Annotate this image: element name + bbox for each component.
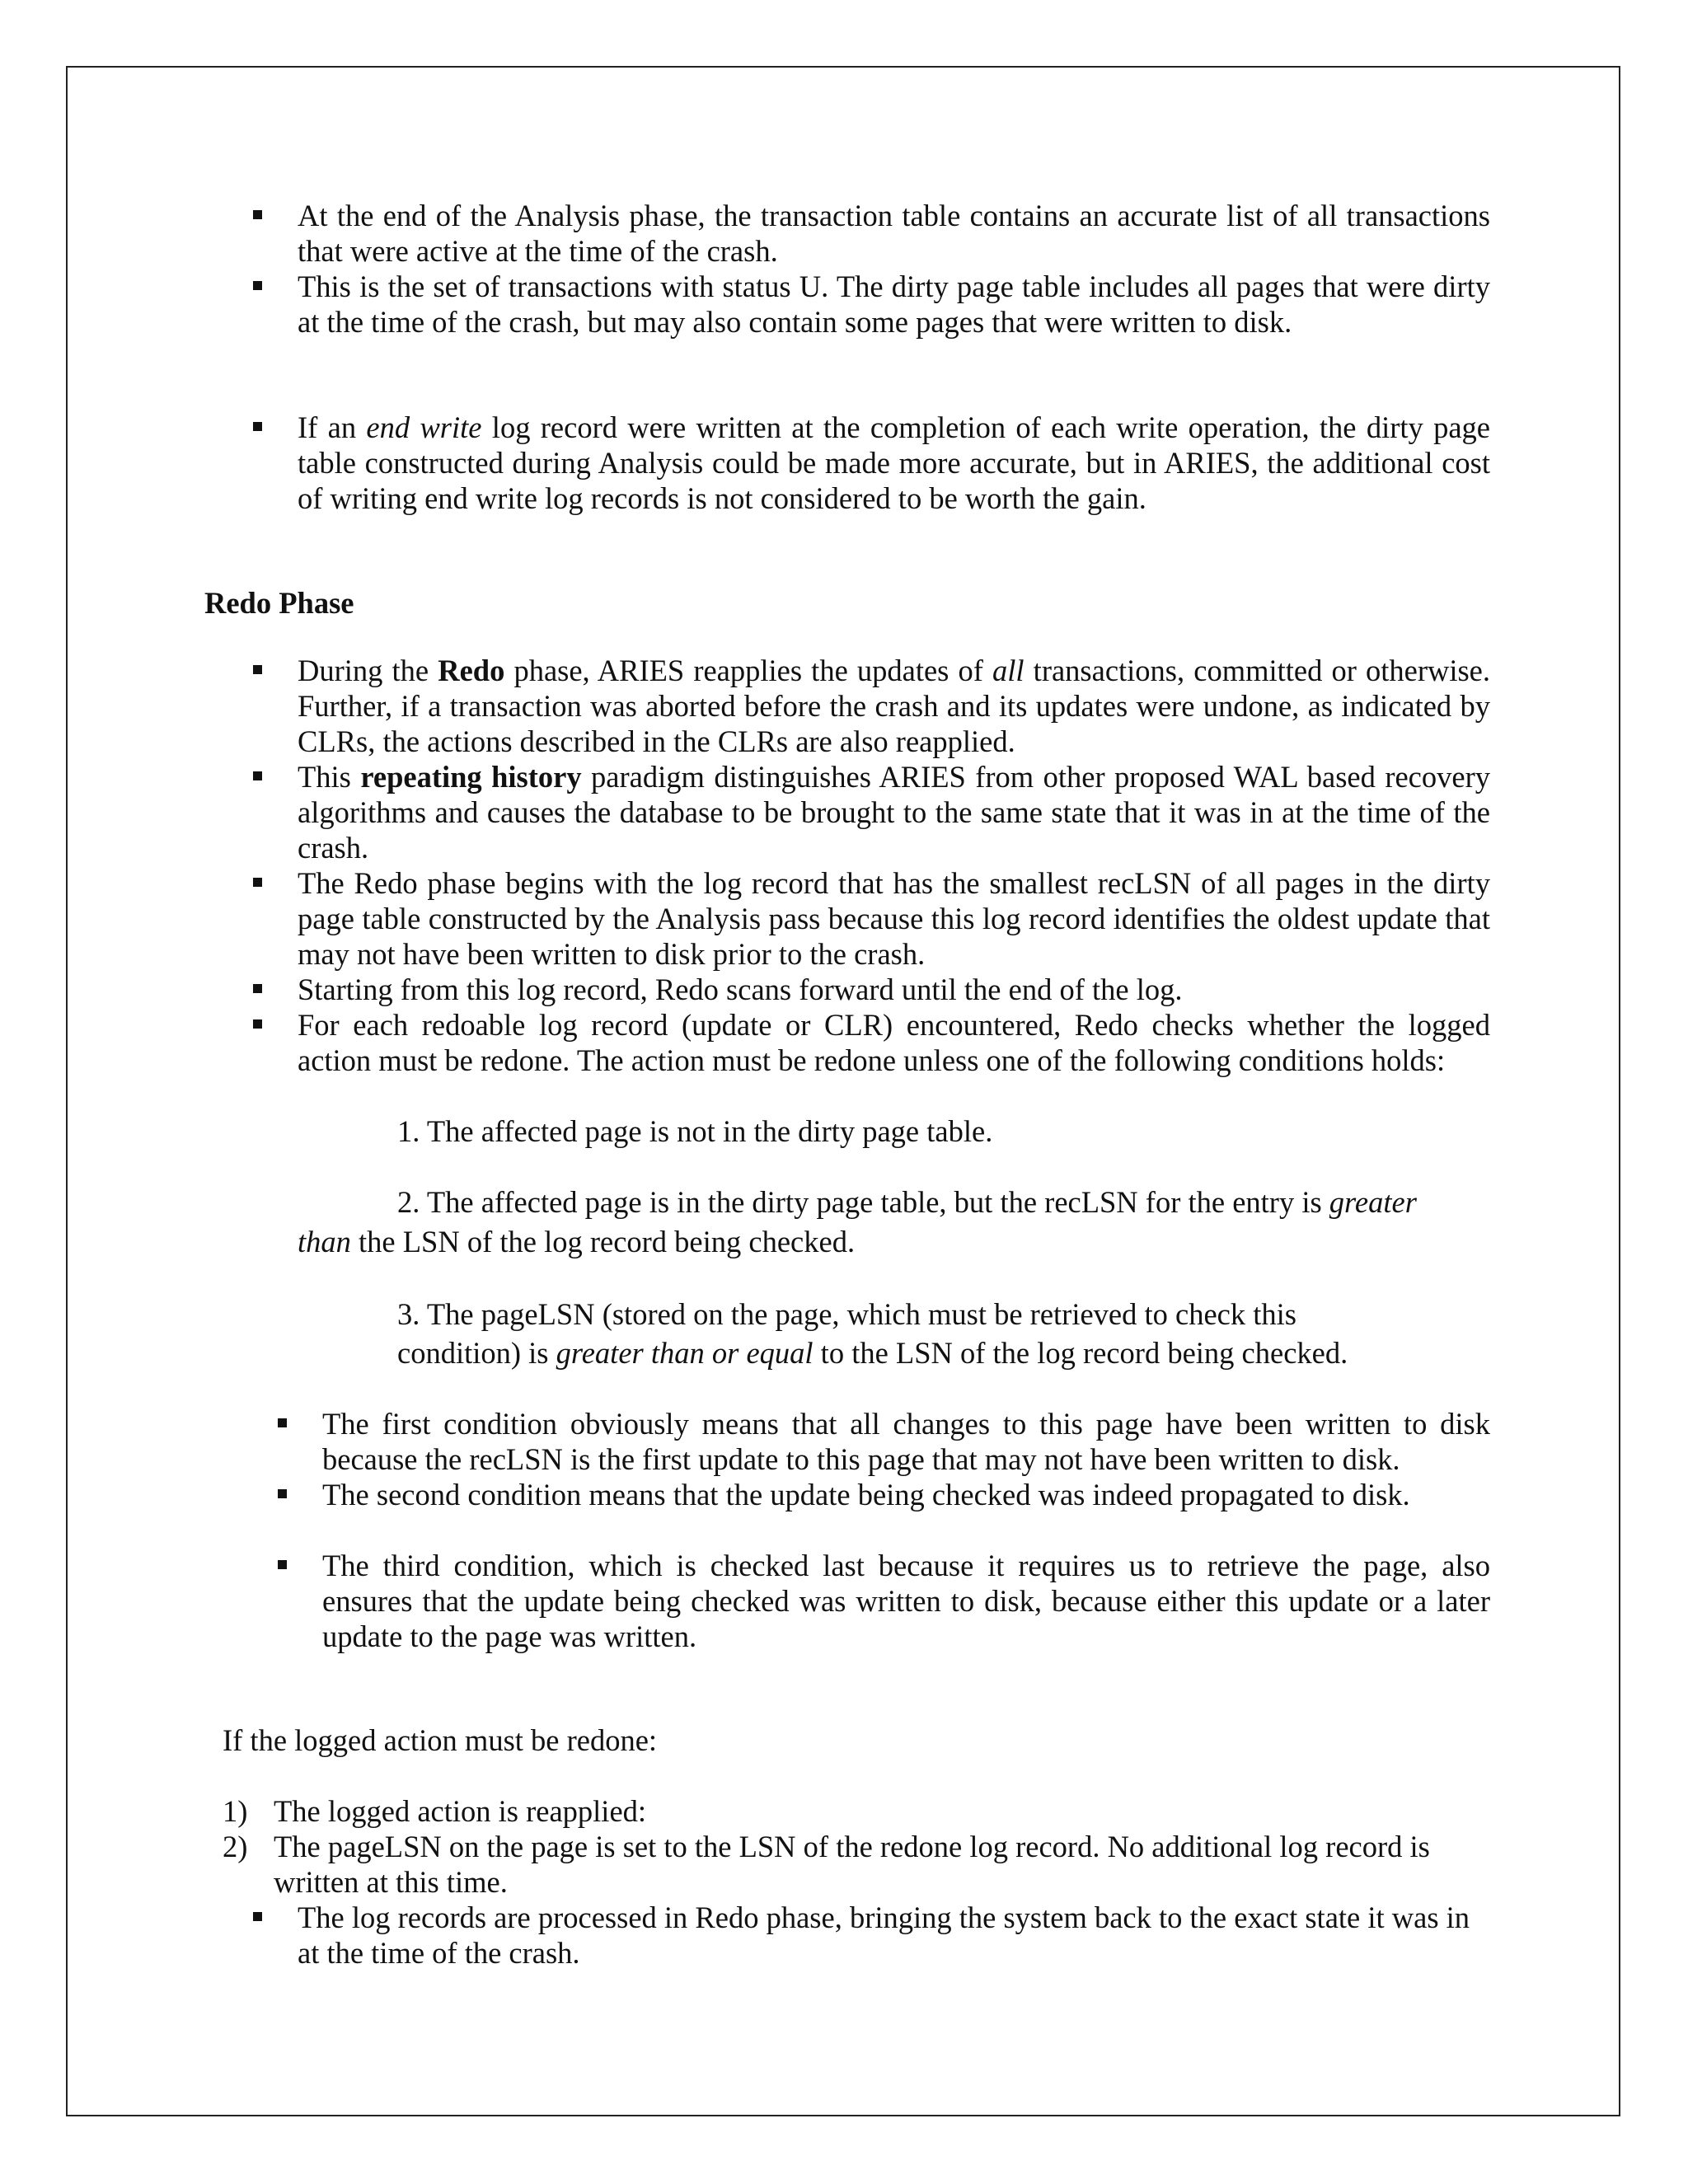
- condition-2-continued: than the LSN of the log record being checked.: [298, 1225, 856, 1258]
- list-item: The first condition obviously means that all changes to this page have been written to disk because the recLSN is the first update to this page that may not have been written to disk.: [322, 1406, 1490, 1477]
- condition-3-continued: condition) is greater than or equal to the LSN of the log record being checked.: [397, 1336, 1348, 1370]
- condition-1: 1. The affected page is not in the dirty page table.: [397, 1114, 993, 1148]
- list-item: The log records are processed in Redo phase, bringing the system back to the exact state it was in at the time of the crash.: [298, 1900, 1490, 1971]
- list-item: This repeating history paradigm distinguishes ARIES from other proposed WAL based recovery algorithms and causes the database to be brought to the same state that it was in at the time of the crash.: [298, 759, 1490, 865]
- list-item: The third condition, which is checked last because it requires us to retrieve the page, also ensures that the update being checked was written to disk, because either this update or a later update to the page was written.: [322, 1548, 1490, 1654]
- list-item: At the end of the Analysis phase, the transaction table contains an accurate list of all transactions that were active at the time of the crash.: [298, 198, 1490, 269]
- condition-2: 2. The affected page is in the dirty page table, but the recLSN for the entry is greater: [397, 1185, 1417, 1219]
- list-item: The Redo phase begins with the log record that has the smallest recLSN of all pages in the dirty page table constructed by the Analysis pass because this log record identifies the oldest update that may not have been written to disk prior to the crash.: [298, 865, 1490, 972]
- list-item: The second condition means that the update being checked was indeed propagated to disk.: [322, 1477, 1490, 1512]
- section-heading: Redo Phase: [204, 586, 354, 620]
- list-item: Starting from this log record, Redo scans forward until the end of the log.: [298, 972, 1490, 1007]
- list-item: For each redoable log record (update or CLR) encountered, Redo checks whether the logged action must be redone. The action must be redone unless one of the following conditions holds:: [298, 1007, 1490, 1078]
- list-item: This is the set of transactions with status U. The dirty page table includes all pages that were dirty at the time of the crash, but may also contain some pages that were written to disk.: [298, 269, 1490, 340]
- numbered-item: 1) The logged action is reapplied:: [223, 1794, 647, 1828]
- list-item: During the Redo phase, ARIES reapplies the updates of all transactions, committed or otherwise. Further, if a transaction was aborted before the crash and its updates were undone, as indicated by CLRs, the actions described in the CLRs are also reapplied.: [298, 653, 1490, 759]
- condition-3: 3. The pageLSN (stored on the page, which must be retrieved to check this: [397, 1297, 1296, 1331]
- list-item: If an end write log record were written at the completion of each write operation, the dirty page table constructed during Analysis could be made more accurate, but in ARIES, the additional cost of writing end write log records is not considered to be worth the gain.: [298, 410, 1490, 516]
- paragraph: If the logged action must be redone:: [223, 1723, 658, 1757]
- numbered-item: 2) The pageLSN on the page is set to the LSN of the redone log record. No additional log record is written at this time.: [223, 1830, 1430, 1899]
